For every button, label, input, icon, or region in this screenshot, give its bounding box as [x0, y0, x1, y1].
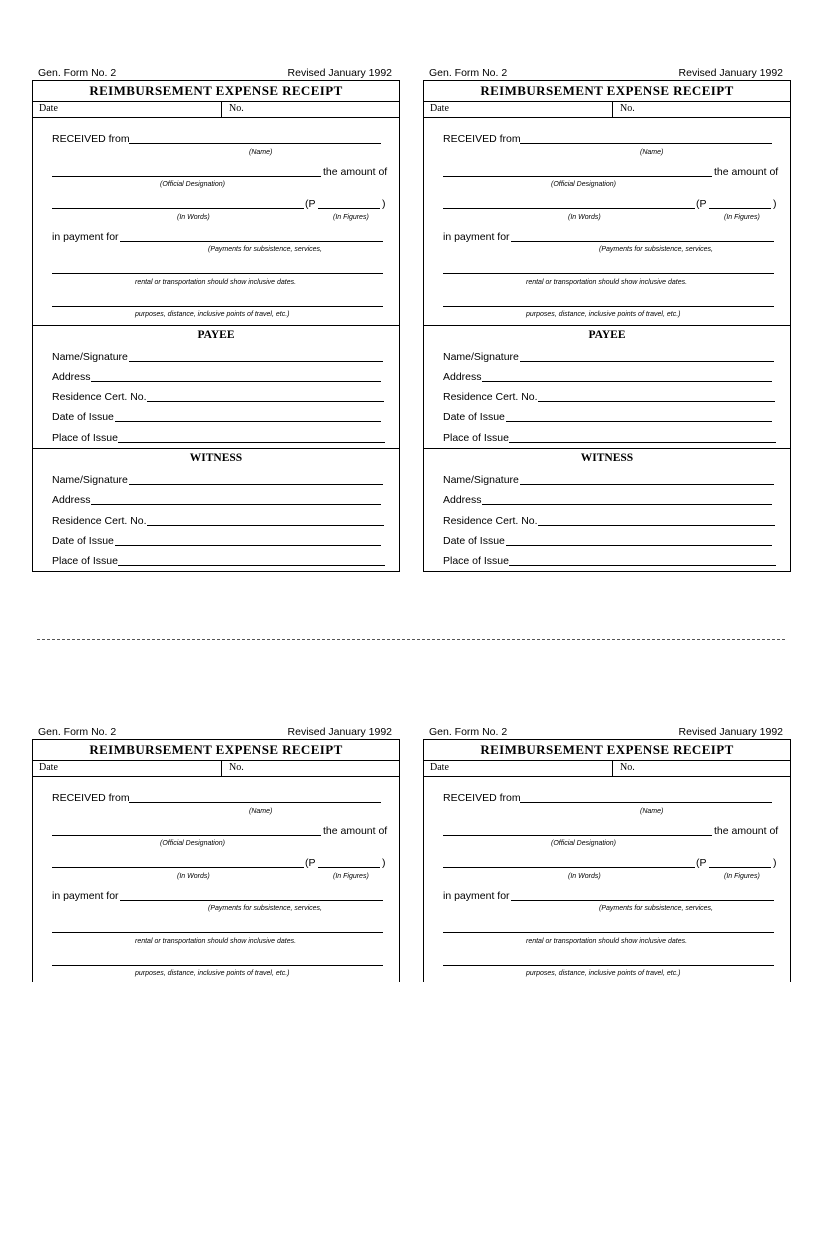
- payee-name-line[interactable]: [129, 361, 383, 362]
- number-label: No.: [229, 103, 244, 114]
- peso-close: ): [382, 198, 386, 210]
- name-hint: (Name): [249, 149, 273, 156]
- payment-line-2[interactable]: [52, 932, 383, 933]
- payment-hint-2: rental or transportation should show inclusive dates.: [526, 279, 688, 286]
- payment-for-label: in payment for: [52, 231, 119, 243]
- witness-address-line[interactable]: [91, 504, 381, 505]
- revision-date: Revised January 1992: [287, 67, 392, 79]
- witness-issue-place-line[interactable]: [118, 565, 385, 566]
- payee-issue-date-line[interactable]: [115, 421, 381, 422]
- date-label: Date: [430, 762, 449, 773]
- amount-figures-line[interactable]: [318, 867, 380, 868]
- in-words-hint: (In Words): [177, 873, 210, 880]
- amount-words-line[interactable]: [52, 208, 304, 209]
- name-hint: (Name): [640, 149, 664, 156]
- amount-of-label: the amount of: [323, 166, 388, 178]
- payee-heading: PAYEE: [588, 329, 626, 341]
- witness-issue-date-line[interactable]: [115, 545, 381, 546]
- payment-line-3[interactable]: [443, 965, 774, 966]
- payment-for-label: in payment for: [443, 231, 510, 243]
- amount-of-label: the amount of: [714, 825, 779, 837]
- payee-section: [424, 325, 790, 448]
- amount-words-line[interactable]: [52, 867, 304, 868]
- received-section: [424, 118, 790, 325]
- payee-name-label: Name/Signature: [443, 351, 519, 363]
- witness-cert-label: Residence Cert. No.: [52, 515, 147, 527]
- peso-open: (P: [696, 857, 707, 869]
- witness-heading: WITNESS: [580, 452, 634, 464]
- payee-cert-label: Residence Cert. No.: [52, 391, 147, 403]
- designation-line[interactable]: [443, 835, 712, 836]
- received-from-label: RECEIVED from: [443, 133, 521, 145]
- form-number: Gen. Form No. 2: [38, 67, 117, 79]
- payee-issue-place-line[interactable]: [118, 442, 385, 443]
- payee-name-label: Name/Signature: [52, 351, 128, 363]
- date-number-divider: [221, 761, 222, 776]
- witness-issue-date-line[interactable]: [506, 545, 772, 546]
- designation-hint: (Official Designation): [160, 840, 225, 847]
- revision-date: Revised January 1992: [287, 726, 392, 738]
- form-number: Gen. Form No. 2: [38, 726, 117, 738]
- in-words-hint: (In Words): [177, 214, 210, 221]
- payment-line-2[interactable]: [443, 273, 774, 274]
- received-section: [33, 118, 399, 325]
- witness-issue-place-line[interactable]: [509, 565, 776, 566]
- witness-cert-label: Residence Cert. No.: [443, 515, 538, 527]
- cut-line: [37, 639, 785, 640]
- designation-hint: (Official Designation): [160, 181, 225, 188]
- payment-line-3[interactable]: [443, 306, 774, 307]
- received-section: [424, 777, 790, 982]
- date-label: Date: [430, 103, 449, 114]
- designation-line[interactable]: [52, 835, 321, 836]
- payee-address-line[interactable]: [482, 381, 772, 382]
- received-from-label: RECEIVED from: [52, 133, 130, 145]
- receipt-top-right: [423, 68, 791, 572]
- date-number-divider: [612, 102, 613, 117]
- date-number-row: [424, 102, 790, 118]
- name-line[interactable]: [520, 143, 772, 144]
- witness-address-label: Address: [443, 494, 482, 506]
- name-line[interactable]: [520, 802, 772, 803]
- payee-issue-place-line[interactable]: [509, 442, 776, 443]
- payee-cert-line[interactable]: [538, 401, 775, 402]
- date-number-row: [424, 761, 790, 777]
- receipt-box: [32, 739, 400, 982]
- designation-hint: (Official Designation): [551, 840, 616, 847]
- receipt-top-left: [32, 68, 400, 572]
- payee-address-label: Address: [443, 371, 482, 383]
- date-number-divider: [612, 761, 613, 776]
- payment-line-3[interactable]: [52, 965, 383, 966]
- peso-close: ): [773, 857, 777, 869]
- designation-line[interactable]: [443, 176, 712, 177]
- name-hint: (Name): [249, 808, 273, 815]
- witness-issue-date-label: Date of Issue: [52, 535, 114, 547]
- date-label: Date: [39, 762, 58, 773]
- date-number-divider: [221, 102, 222, 117]
- revision-date: Revised January 1992: [678, 67, 783, 79]
- amount-figures-line[interactable]: [709, 867, 771, 868]
- payment-hint-2: rental or transportation should show inclusive dates.: [135, 279, 297, 286]
- witness-section: [33, 448, 399, 571]
- witness-name-line[interactable]: [520, 484, 774, 485]
- peso-open: (P: [305, 198, 316, 210]
- payment-hint-2: rental or transportation should show inclusive dates.: [135, 938, 297, 945]
- payee-heading: PAYEE: [197, 329, 235, 341]
- in-figures-hint: (In Figures): [724, 214, 760, 221]
- payee-cert-line[interactable]: [147, 401, 384, 402]
- receipt-box: [423, 739, 791, 982]
- receipt-bottom-left: [32, 727, 400, 982]
- payment-hint-1: (Payments for subsistence, services,: [208, 246, 322, 253]
- amount-words-line[interactable]: [443, 867, 695, 868]
- payment-hint-2: rental or transportation should show inclusive dates.: [526, 938, 688, 945]
- payment-line-1[interactable]: [511, 241, 774, 242]
- receipt-title: REIMBURSEMENT EXPENSE RECEIPT: [33, 740, 399, 761]
- payment-line-1[interactable]: [511, 900, 774, 901]
- in-figures-hint: (In Figures): [724, 873, 760, 880]
- peso-close: ): [382, 857, 386, 869]
- witness-issue-date-label: Date of Issue: [443, 535, 505, 547]
- payment-hint-1: (Payments for subsistence, services,: [599, 246, 713, 253]
- amount-of-label: the amount of: [323, 825, 388, 837]
- in-words-hint: (In Words): [568, 214, 601, 221]
- amount-of-label: the amount of: [714, 166, 779, 178]
- payment-hint-3: purposes, distance, inclusive points of travel, etc.): [135, 970, 290, 977]
- payee-address-label: Address: [52, 371, 91, 383]
- receipt-bottom-right: [423, 727, 791, 982]
- payee-address-line[interactable]: [91, 381, 381, 382]
- form-number: Gen. Form No. 2: [429, 67, 508, 79]
- designation-hint: (Official Designation): [551, 181, 616, 188]
- witness-issue-place-label: Place of Issue: [52, 555, 118, 567]
- payment-for-label: in payment for: [52, 890, 119, 902]
- in-figures-hint: (In Figures): [333, 214, 369, 221]
- amount-words-line[interactable]: [443, 208, 695, 209]
- payment-line-2[interactable]: [52, 273, 383, 274]
- revision-date: Revised January 1992: [678, 726, 783, 738]
- witness-issue-place-label: Place of Issue: [443, 555, 509, 567]
- payment-hint-1: (Payments for subsistence, services,: [208, 905, 322, 912]
- witness-cert-line[interactable]: [147, 525, 384, 526]
- witness-address-line[interactable]: [482, 504, 772, 505]
- name-line[interactable]: [129, 802, 381, 803]
- received-from-label: RECEIVED from: [443, 792, 521, 804]
- number-label: No.: [229, 762, 244, 773]
- payment-for-label: in payment for: [443, 890, 510, 902]
- payment-line-3[interactable]: [52, 306, 383, 307]
- peso-open: (P: [305, 857, 316, 869]
- payee-section: [33, 325, 399, 448]
- date-number-row: [33, 761, 399, 777]
- name-hint: (Name): [640, 808, 664, 815]
- amount-figures-line[interactable]: [709, 208, 771, 209]
- payee-issue-date-label: Date of Issue: [52, 411, 114, 423]
- receipt-box: [423, 80, 791, 572]
- payee-issue-place-label: Place of Issue: [52, 432, 118, 444]
- payment-hint-1: (Payments for subsistence, services,: [599, 905, 713, 912]
- designation-line[interactable]: [52, 176, 321, 177]
- receipt-title: REIMBURSEMENT EXPENSE RECEIPT: [424, 81, 790, 102]
- witness-name-label: Name/Signature: [52, 474, 128, 486]
- payment-line-1[interactable]: [120, 241, 383, 242]
- received-section: [33, 777, 399, 982]
- receipt-box: [32, 80, 400, 572]
- amount-figures-line[interactable]: [318, 208, 380, 209]
- payment-line-2[interactable]: [443, 932, 774, 933]
- name-line[interactable]: [129, 143, 381, 144]
- receipt-title: REIMBURSEMENT EXPENSE RECEIPT: [424, 740, 790, 761]
- witness-section: [424, 448, 790, 571]
- payee-cert-label: Residence Cert. No.: [443, 391, 538, 403]
- payment-line-1[interactable]: [120, 900, 383, 901]
- number-label: No.: [620, 762, 635, 773]
- witness-address-label: Address: [52, 494, 91, 506]
- form-number: Gen. Form No. 2: [429, 726, 508, 738]
- date-label: Date: [39, 103, 58, 114]
- peso-close: ): [773, 198, 777, 210]
- peso-open: (P: [696, 198, 707, 210]
- payee-name-line[interactable]: [520, 361, 774, 362]
- number-label: No.: [620, 103, 635, 114]
- in-figures-hint: (In Figures): [333, 873, 369, 880]
- witness-name-line[interactable]: [129, 484, 383, 485]
- witness-heading: WITNESS: [189, 452, 243, 464]
- payment-hint-3: purposes, distance, inclusive points of travel, etc.): [135, 311, 290, 318]
- payment-hint-3: purposes, distance, inclusive points of travel, etc.): [526, 970, 681, 977]
- payment-hint-3: purposes, distance, inclusive points of travel, etc.): [526, 311, 681, 318]
- in-words-hint: (In Words): [568, 873, 601, 880]
- witness-name-label: Name/Signature: [443, 474, 519, 486]
- payee-issue-date-label: Date of Issue: [443, 411, 505, 423]
- payee-issue-date-line[interactable]: [506, 421, 772, 422]
- date-number-row: [33, 102, 399, 118]
- witness-cert-line[interactable]: [538, 525, 775, 526]
- payee-issue-place-label: Place of Issue: [443, 432, 509, 444]
- receipt-title: REIMBURSEMENT EXPENSE RECEIPT: [33, 81, 399, 102]
- received-from-label: RECEIVED from: [52, 792, 130, 804]
